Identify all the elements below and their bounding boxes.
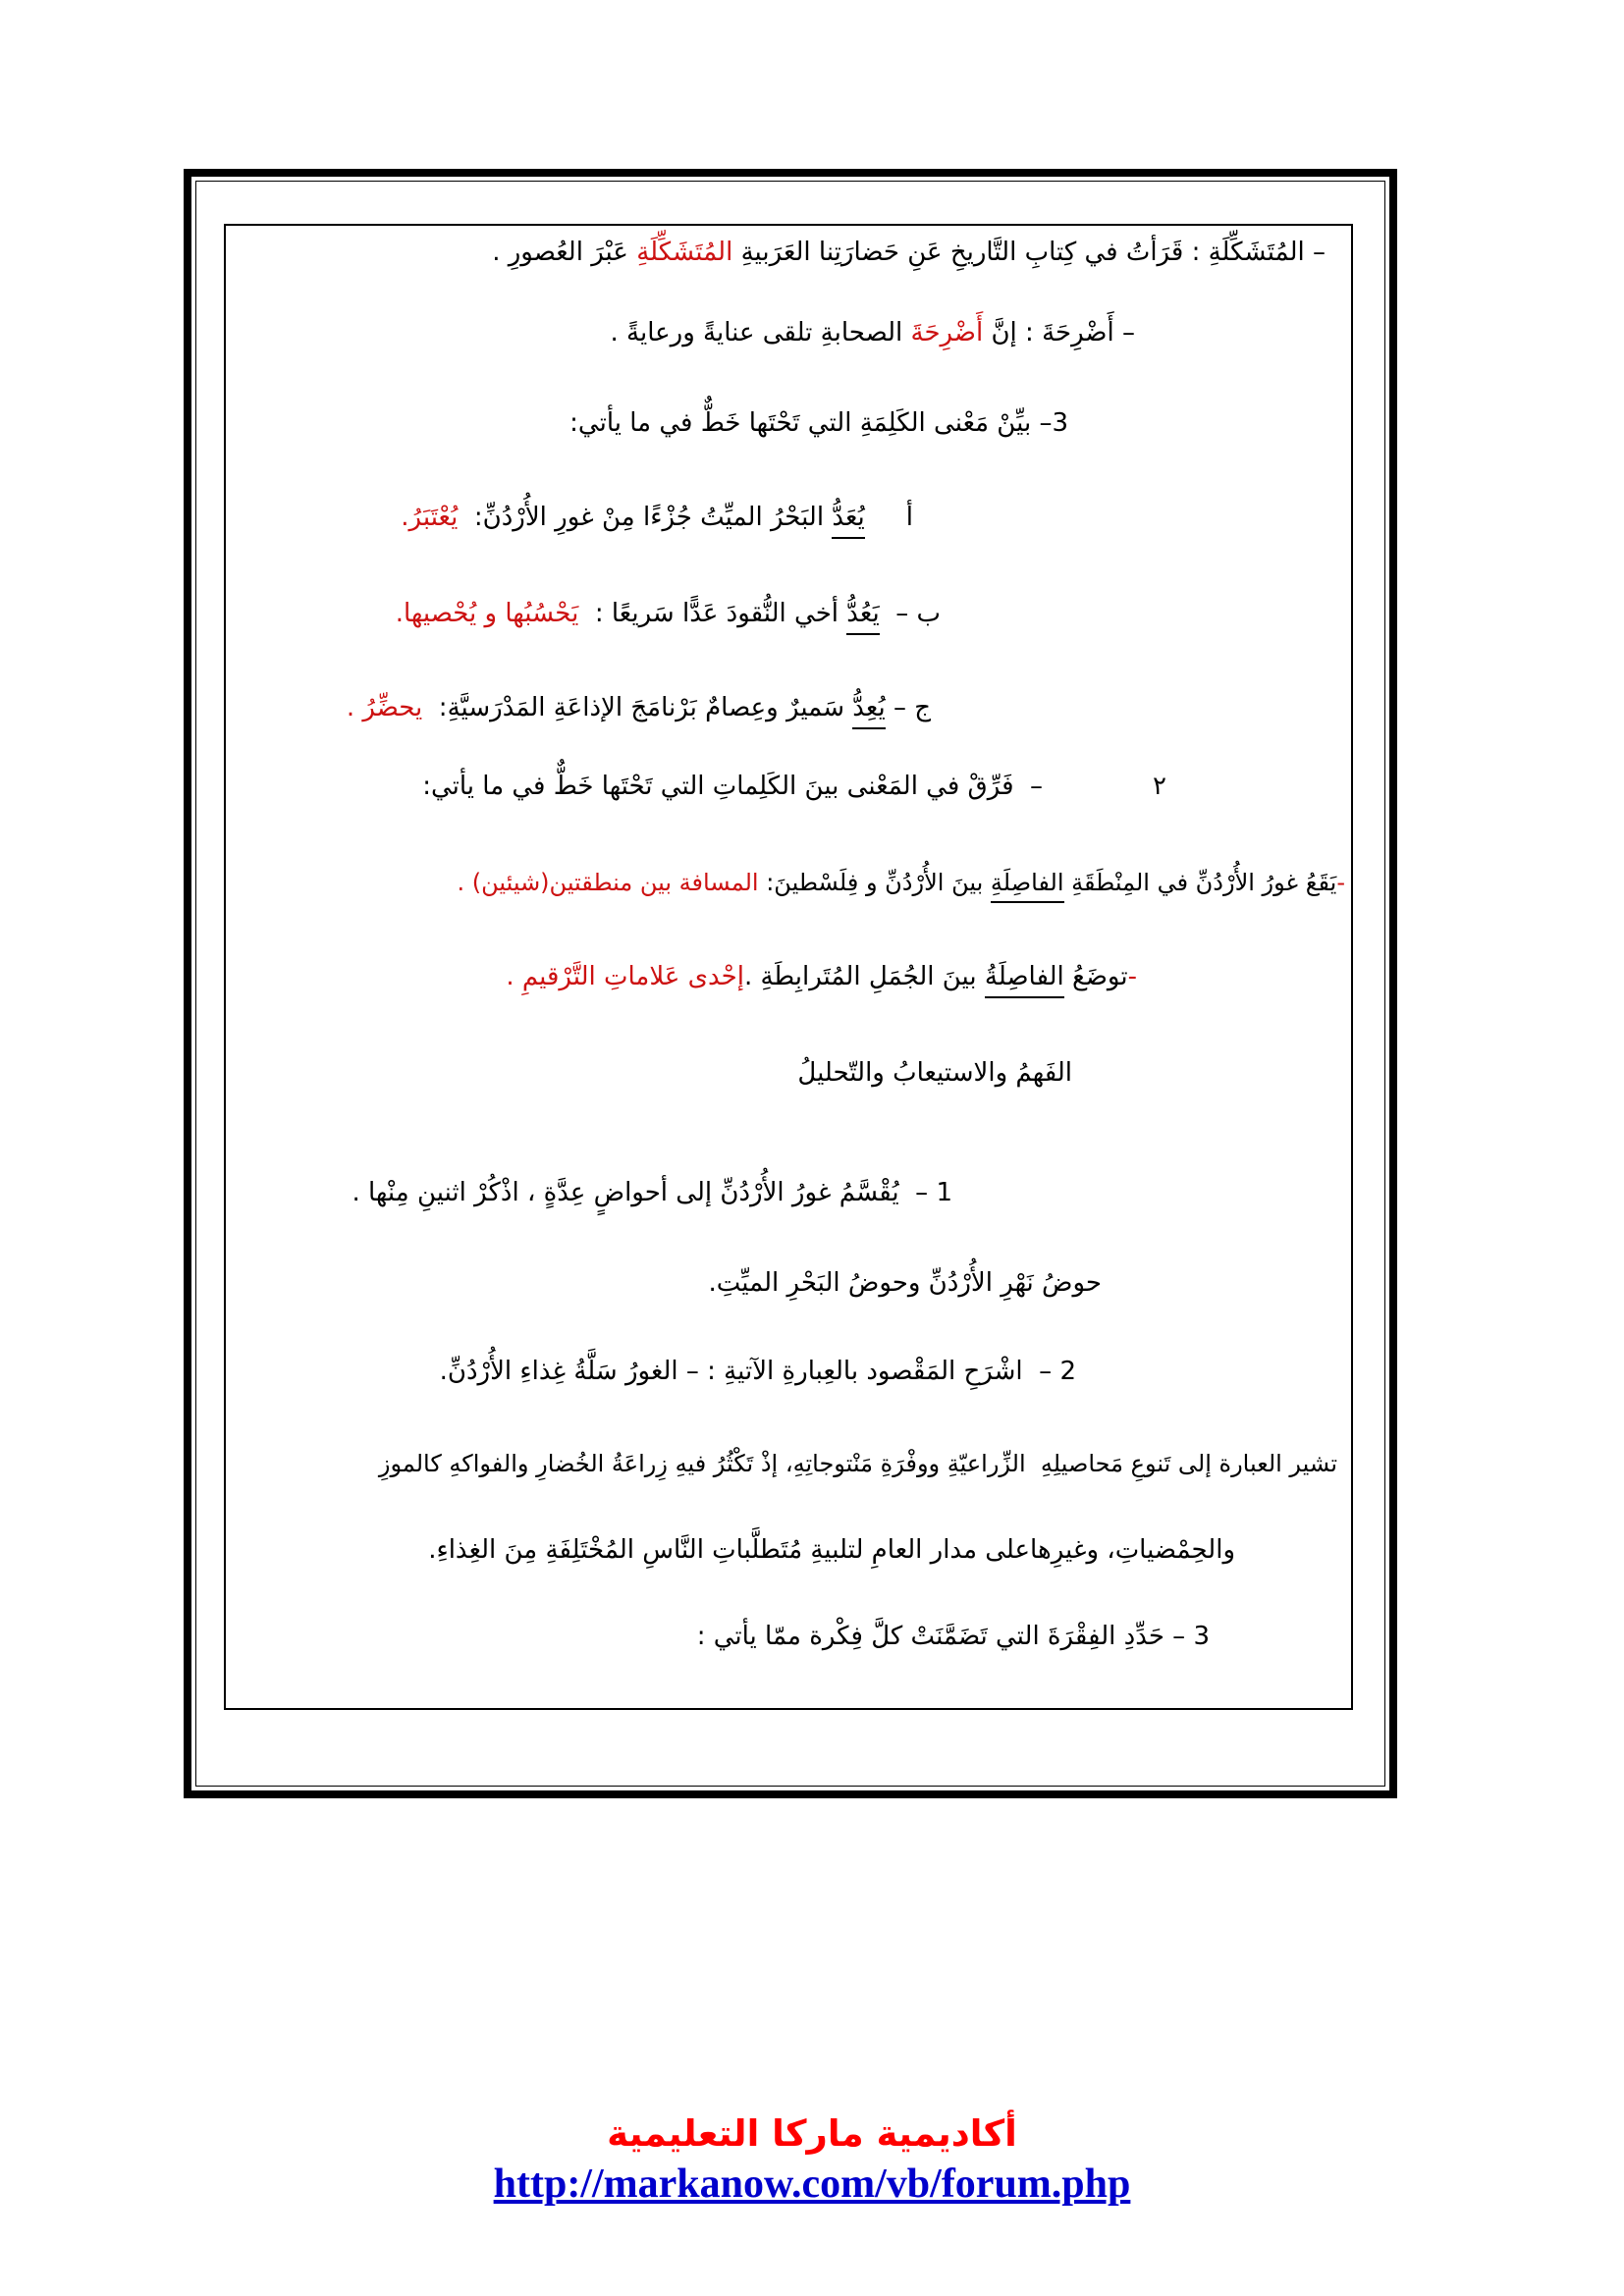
text-line xyxy=(440,1347,1076,1396)
text-segment: عَبْرَ العُصورِ . xyxy=(492,238,637,267)
text-segment: والحِمْضياتِ، وغيرِهاعلى مدار العامِ لتلبيةِ مُتَطلَّباتِ النَّاسِ المُخْتَلِفَةِ مِنَ الغِذاءِ. xyxy=(428,1535,1235,1565)
text-line xyxy=(352,1168,952,1217)
highlight-red-segment: يُعْتَبَرُ. xyxy=(401,503,459,532)
text-segment: توضَعُ xyxy=(1063,962,1128,991)
underlined-word: يَعُدُّ xyxy=(846,599,879,635)
text-segment: بينَ الجُمَلِ المُتَرابِطَةِ . xyxy=(743,962,985,991)
text-segment: سَميرٌ وعِصامٌ بَرْنامَجَ الإذاعَةِ المَدْرَسيَّةِ: xyxy=(422,693,853,722)
text-segment: 3 – حَدِّدِ الفِقْرَةَ التي تَضَمَّنَتْ كلَّ فِكْرة ممّا يأتي : xyxy=(696,1622,1210,1651)
text-segment: حوضُ نَهْرِ الأُرْدُنِّ وحوضُ البَحْرِ الميِّتِ. xyxy=(708,1268,1102,1298)
text-line xyxy=(492,228,1326,277)
highlight-red-segment: المسافة بين منطقتين(شيئين) . xyxy=(457,869,759,896)
text-segment: – فَرِّقْ في المَعْنى بينَ الكَلِماتِ التي تَحْتَها خَطٌّ في ما يأتي: xyxy=(422,772,1044,801)
highlight-red-segment: يحضِّرُ . xyxy=(346,693,423,722)
text-segment: أخي النُّقودَ عَدًّا سَريعًا : xyxy=(578,599,847,628)
text-line xyxy=(347,683,931,732)
text-line xyxy=(708,1258,1102,1308)
text-segment: بينَ الأُرْدُنِّ و فِلَسْطينَ: xyxy=(758,869,991,896)
text-segment: ج – xyxy=(885,693,931,722)
text-line xyxy=(428,1525,1235,1575)
text-line xyxy=(569,399,1068,448)
text-line xyxy=(457,858,1345,907)
text-segment: – أَضْرِحَةَ : إنَّ xyxy=(983,318,1135,347)
text-line xyxy=(422,762,1166,811)
text-segment: – المُتَشَكِّلَةِ : قَرَأتُ في كِتابِ التَّاريخِ عَنِ حَضارَتِنا العَرَبيةِ xyxy=(732,238,1326,267)
section-heading xyxy=(797,1048,1072,1097)
underlined-word: يُعَدُّ xyxy=(832,503,864,539)
text-line xyxy=(379,1439,1337,1488)
text-line xyxy=(697,1612,1210,1661)
highlight-red-segment: أَضْرِحَةَ xyxy=(910,318,984,347)
highlight-red-segment: إحْدى عَلاماتِ التَّرْقيمِ . xyxy=(506,962,744,991)
item-letter: أ xyxy=(905,503,913,532)
text-line xyxy=(506,952,1137,1001)
text-segment: 2 – اشْرَحِ المَقْصود بالعِبارةِ الآتيةِ : – الغورُ سَلَّةُ غِذاءِ الأُرْدُنِّ. xyxy=(439,1357,1076,1386)
text-line xyxy=(401,493,913,542)
text-segment: تشير العبارة إلى تَنوعِ مَحاصيلِهِ الزِّراعيّةِ ووفْرَةِ مَنْتوجاتِهِ، إذْ تَكْثُرُ فيهِ زِراعَةُ الخُضارِ والفواكهِ كالموزِ xyxy=(378,1450,1337,1477)
worksheet-content-box xyxy=(224,224,1353,1710)
text-segment: الصحابةِ تلقى عنايةً ورعايةً . xyxy=(610,318,911,347)
red-dash-mark: - xyxy=(1127,962,1137,991)
text-line xyxy=(396,589,941,638)
text-line xyxy=(611,308,1135,357)
text-segment: الفَهمُ والاستيعابُ والتّحليلُ xyxy=(797,1058,1072,1088)
underlined-word: الفاصِلَةُ xyxy=(985,962,1064,998)
question-number: ٢ xyxy=(1153,772,1166,801)
underlined-word: يُعِدُّ xyxy=(852,693,885,729)
text-segment: البَحْرُ الميِّتُ جُزْءًا مِنْ غورِ الأُرْدُنِّ: xyxy=(458,503,833,532)
text-segment: يَقَعُ غورُ الأُرْدُنِّ في المِنْطَقَةِ xyxy=(1063,869,1337,896)
red-dash-mark: - xyxy=(1336,869,1345,896)
highlight-red-segment: يَحْسُبُها و يُحْصيها. xyxy=(395,599,579,628)
footer-academy-title: أكاديمية ماركا التعليمية xyxy=(607,2112,1017,2155)
underlined-word: الفاصِلَةِ xyxy=(991,869,1064,903)
text-segment: 1 – يُقْسَّمُ غورُ الأُرْدُنِّ إلى أحواضٍ عِدَّةٍ ، اذْكُرْ اثنينِ مِنْها . xyxy=(352,1178,952,1207)
footer-forum-link[interactable]: http://markanow.com/vb/forum.php xyxy=(493,2162,1131,2207)
highlight-red-segment: المُتَشَكِّلَةِ xyxy=(636,238,733,267)
text-segment: 3– بيِّنْ مَعْنى الكَلِمَةِ التي تَحْتَها خَطٌّ في ما يأتي: xyxy=(569,408,1068,438)
text-segment: ب – xyxy=(879,599,941,628)
